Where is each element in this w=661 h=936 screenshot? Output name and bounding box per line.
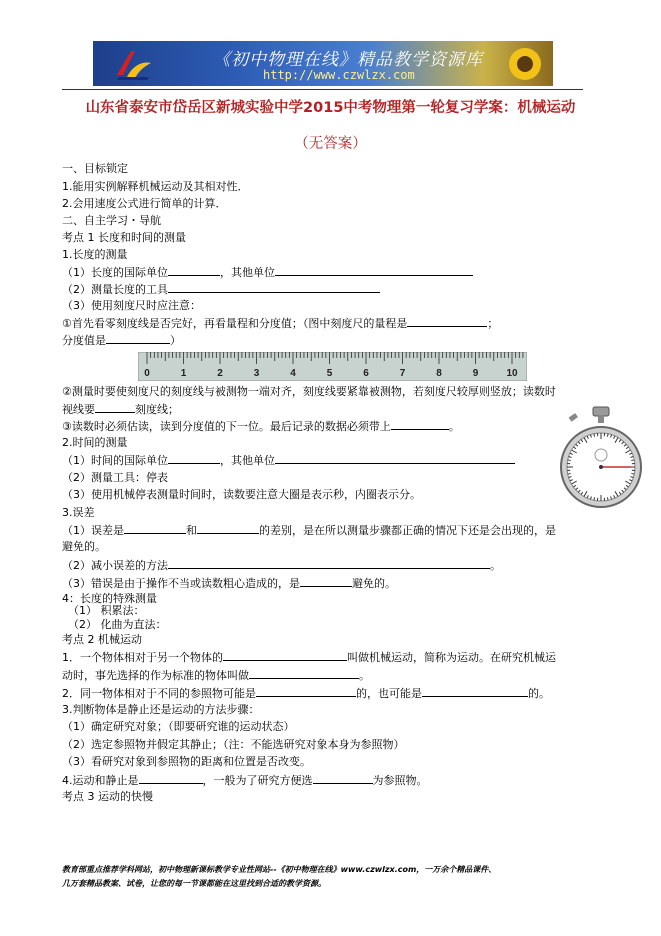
ruler-label: 6	[363, 368, 369, 379]
ruler-label: 4	[290, 368, 296, 379]
answer-blank[interactable]	[223, 650, 347, 661]
question-line: 4.运动和静止是 ，一般为了研究方便选 为参照物。	[62, 774, 428, 787]
answer-blank[interactable]	[275, 265, 473, 276]
topic-heading: 考点 2 机械运动	[62, 633, 142, 646]
ruler-label: 5	[326, 368, 333, 379]
subtopic-heading: 4：长度的特殊测量	[62, 592, 157, 605]
header-rule	[62, 89, 583, 90]
answer-blank[interactable]	[168, 282, 380, 293]
section-heading: 二、自主学习・导航	[62, 214, 161, 227]
question-line: （2）减小误差的方法 。	[62, 559, 501, 572]
question-line: （1）确定研究对象；（即要研究谁的运动状态）	[62, 720, 295, 733]
stopwatch-tick	[594, 497, 595, 500]
question-line: （1）时间的国际单位 ，其他单位	[62, 453, 515, 468]
answer-blank[interactable]	[407, 316, 487, 327]
topic-heading: 考点 1 长度和时间的测量	[62, 231, 186, 244]
answer-blank[interactable]	[168, 558, 490, 569]
question-line: （1） 积累法：	[68, 604, 145, 617]
ruler-label: 10	[506, 368, 518, 379]
question-line: （3）看研究对象到参照物的距离和位置是否改变。	[62, 755, 311, 768]
question-line: 动时，事先选择的作为标准的物体叫做 。	[62, 669, 370, 682]
answer-blank[interactable]	[256, 686, 356, 697]
stopwatch-tick	[631, 473, 634, 474]
question-line: （2）测量长度的工具	[62, 282, 380, 297]
question-line: （3）使用刻度尺时应注意：	[62, 299, 201, 312]
stopwatch-tick	[607, 497, 608, 500]
ruler-label: 8	[436, 368, 442, 379]
answer-blank[interactable]	[313, 773, 373, 784]
ruler-label: 9	[472, 368, 479, 379]
banner-title: 《初中物理在线》精品教学资源库	[213, 50, 483, 70]
ruler-label: 3	[253, 368, 260, 379]
subtopic-heading: 3.误差	[62, 506, 95, 519]
stopwatch-tick	[568, 460, 571, 461]
answer-blank[interactable]	[168, 265, 220, 276]
section-heading: 一、目标锁定	[62, 162, 128, 175]
ruler-label: 0	[144, 368, 150, 379]
page-subtitle: （无答案）	[294, 136, 367, 152]
answer-blank[interactable]	[422, 686, 528, 697]
ruler-label: 7	[399, 368, 406, 379]
question-line: 分度值是 ）	[62, 334, 181, 347]
question-line: ①首先看零刻度线是否完好，再看量程和分度值；（图中刻度尺的量程是 ；	[62, 317, 499, 330]
answer-blank[interactable]	[168, 453, 220, 464]
stopwatch-icon	[559, 405, 643, 515]
answer-blank[interactable]	[275, 453, 515, 464]
question-line: 避免的。	[62, 540, 106, 553]
objective-item: 2.会用速度公式进行简单的计算．	[62, 197, 227, 210]
stopwatch-tick	[607, 434, 608, 437]
page-footer	[62, 863, 602, 891]
question-line: （3）错误是由于操作不当或读数粗心造成的，是 避免的。	[62, 577, 396, 590]
question-line: ②测量时要使刻度尺的刻度线与被测物一端对齐，刻度线要紧靠被测物，若刻度尺较厚则竖放；读数时	[62, 385, 556, 398]
question-line: （2）测量工具：停表	[62, 471, 168, 484]
ruler-label: 1	[180, 368, 187, 379]
answer-blank[interactable]	[249, 668, 359, 679]
answer-blank[interactable]	[391, 419, 449, 430]
answer-blank[interactable]	[300, 576, 352, 587]
stopwatch-tick	[631, 460, 634, 461]
topic-heading: 考点 3 运动的快慢	[62, 790, 153, 803]
ruler-label: 2	[217, 368, 223, 379]
question-line: ③读数时必须估读，读到分度值的下一位。最后记录的数据必须带上 。	[62, 420, 460, 433]
banner-url: http://www.czwlzx.com	[263, 68, 415, 82]
header-banner	[93, 41, 553, 86]
answer-blank[interactable]	[197, 523, 259, 534]
question-line: 1．一个物体相对于另一个物体的 叫做机械运动，简称为运动。在研究机械运	[62, 651, 556, 664]
question-line: （2）选定参照物并假定其静止；（注：不能选研究对象本身为参照物）	[62, 738, 405, 751]
question-line: （1）长度的国际单位 ，其他单位	[62, 265, 473, 280]
footer-line: 几万套精品教案、试卷，让您的每一节课都能在这里找到合适的教学资源。	[62, 879, 326, 888]
subtopic-heading: 2.时间的测量	[62, 436, 128, 449]
question-line: 3.判断物体是静止还是运动的方法步骤：	[62, 703, 260, 716]
sunflower-icon	[501, 43, 549, 85]
answer-blank[interactable]	[139, 773, 203, 784]
objective-item: 1.能用实例解释机械运动及其相对性．	[62, 180, 249, 193]
stopwatch-tick	[594, 434, 595, 437]
ruler-figure	[138, 352, 527, 381]
page-title: 山东省泰安市岱岳区新城实验中学2015中考物理第一轮复习学案：机械运动	[85, 100, 576, 116]
question-line: （3）使用机械停表测量时间时，读数要注意大圈是表示秒，内圈表示分。	[62, 488, 421, 501]
question-line: 视线要 刻度线；	[62, 403, 179, 416]
question-line: （1）误差是 和 的差别，是在所以测量步骤都正确的情况下还是会出现的，是	[62, 524, 556, 537]
answer-blank[interactable]	[124, 523, 186, 534]
answer-blank[interactable]	[95, 402, 135, 413]
question-line: 2．同一物体相对于不同的参照物可能是 的，也可能是 的。	[62, 687, 550, 700]
answer-blank[interactable]	[106, 333, 170, 344]
question-line: （2） 化曲为直法：	[68, 618, 167, 631]
footer-line: 教育部重点推荐学科网站，初中物理新课标教学专业性网站--《初中物理在线》www.czwlzx.com，一万余个精品课件、	[62, 865, 497, 874]
subtopic-heading: 1.长度的测量	[62, 248, 128, 261]
logo-icon	[113, 47, 153, 81]
stopwatch-tick	[568, 473, 571, 474]
